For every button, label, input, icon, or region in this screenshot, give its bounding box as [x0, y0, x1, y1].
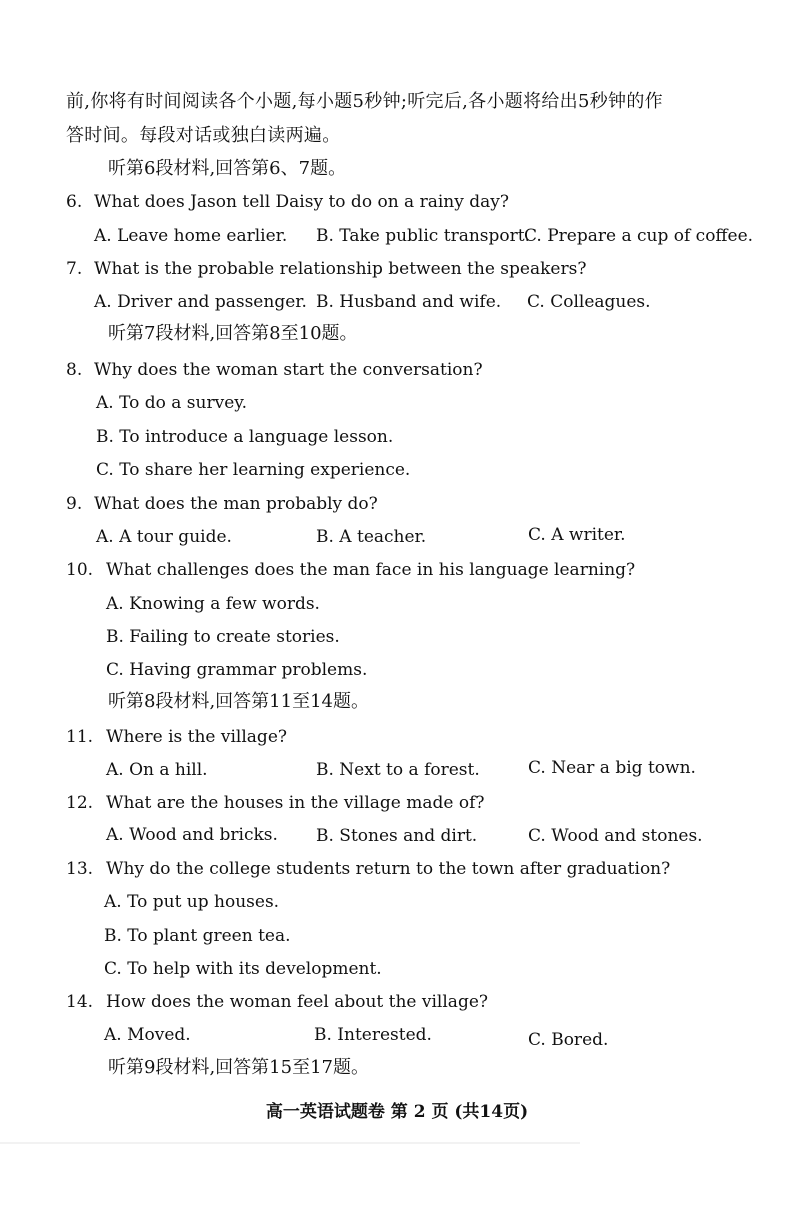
option-a: A. Driver and passenger. [94, 292, 307, 312]
footer-suffix: 页) [503, 1102, 529, 1122]
question-text: Where is the village? [106, 727, 287, 747]
question-text: Why do the college students return to the town after graduation? [106, 859, 671, 879]
intro-line-1: 前,你将有时间阅读各个小题,每小题5秒钟;听完后,各小题将给出5秒钟的作 [66, 91, 663, 112]
option-c: C. Prepare a cup of coffee. [524, 226, 754, 246]
option-b: B. Next to a forest. [316, 760, 480, 780]
option-c: C. Colleagues. [527, 292, 651, 312]
question-14 [66, 992, 488, 1012]
footer-middle: 页 (共 [431, 1102, 480, 1122]
option-a: A. To do a survey. [96, 393, 248, 413]
page-footer [0, 1097, 794, 1122]
option-c: C. Bored. [528, 1030, 609, 1050]
question-number: 9. [66, 494, 83, 514]
option-c: C. Wood and stones. [528, 826, 703, 846]
question-13 [66, 859, 670, 879]
option-a: A. A tour guide. [96, 527, 232, 547]
question-number: 6. [66, 192, 83, 212]
question-number: 14. [66, 992, 94, 1012]
footer-page-number: 2 [413, 1102, 426, 1122]
question-text: What does the man probably do? [94, 494, 378, 514]
option-b: B. To plant green tea. [104, 926, 291, 946]
question-number: 11. [66, 727, 94, 747]
question-8 [66, 360, 483, 380]
option-a: A. Leave home earlier. [94, 226, 288, 246]
section-heading: 听第9段材料,回答第15至17题。 [108, 1057, 369, 1078]
option-a: A. On a hill. [106, 760, 208, 780]
option-b: B. Stones and dirt. [316, 826, 478, 846]
option-c: C. Near a big town. [528, 758, 696, 778]
section-heading: 听第7段材料,回答第8至10题。 [108, 323, 358, 344]
option-b: B. A teacher. [316, 527, 427, 547]
question-12 [66, 793, 484, 813]
question-number: 7. [66, 259, 83, 279]
option-b: B. To introduce a language lesson. [96, 427, 394, 447]
question-text: How does the woman feel about the village? [106, 992, 489, 1012]
question-text: Why does the woman start the conversation? [94, 360, 483, 380]
option-a: A. Moved. [104, 1025, 191, 1045]
option-a: A. Knowing a few words. [106, 594, 320, 614]
question-11 [66, 727, 287, 747]
option-a: A. Wood and bricks. [106, 825, 278, 845]
question-10 [66, 560, 635, 580]
intro-line-2: 答时间。每段对话或独白读两遍。 [66, 125, 341, 146]
footer-prefix: 高一英语试题卷 第 [265, 1102, 408, 1122]
question-text: What challenges does the man face in his language learning? [106, 560, 636, 580]
option-b: B. Take public transport. [316, 226, 530, 246]
section-heading: 听第8段材料,回答第11至14题。 [108, 691, 369, 712]
scan-mark [0, 1142, 580, 1144]
footer-total-pages: 14 [479, 1102, 504, 1122]
section-heading: 听第6段材料,回答第6、7题。 [108, 158, 347, 179]
option-c: C. To help with its development. [104, 959, 382, 979]
option-c: C. A writer. [528, 525, 626, 545]
question-text: What are the houses in the village made of? [106, 793, 485, 813]
option-c: C. Having grammar problems. [106, 660, 368, 680]
option-a: A. To put up houses. [104, 892, 280, 912]
question-6 [66, 192, 509, 212]
question-number: 13. [66, 859, 94, 879]
option-b: B. Husband and wife. [316, 292, 502, 312]
question-text: What is the probable relationship between the speakers? [94, 259, 587, 279]
question-7 [66, 259, 586, 279]
question-number: 8. [66, 360, 83, 380]
question-number: 12. [66, 793, 94, 813]
option-b: B. Failing to create stories. [106, 627, 340, 647]
option-c: C. To share her learning experience. [96, 460, 411, 480]
question-number: 10. [66, 560, 94, 580]
question-9 [66, 494, 378, 514]
question-text: What does Jason tell Daisy to do on a rainy day? [94, 192, 509, 212]
option-b: B. Interested. [314, 1025, 432, 1045]
